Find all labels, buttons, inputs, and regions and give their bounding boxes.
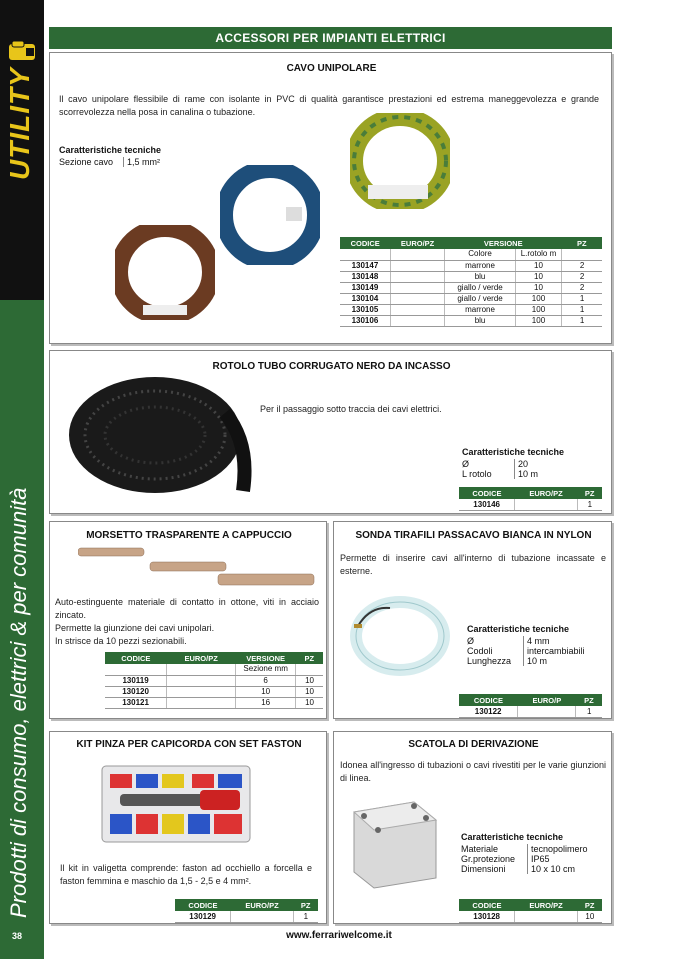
spec-key: Dimensioni <box>461 864 506 874</box>
col-header: EURO/PZ <box>515 899 577 911</box>
sonda-section <box>333 521 612 719</box>
table-row: 130148 blu 10 2 <box>340 271 602 282</box>
spec-value: 10 x 10 cm <box>527 864 575 874</box>
table-row: 130119 6 10 <box>105 675 323 686</box>
spec-value: 4 mm <box>523 636 550 646</box>
spec-key: Ø <box>467 636 475 646</box>
col-header: EURO/PZ <box>231 899 293 911</box>
sonda-description: Permette di inserire cavi all'interno di tubazione incassate e esterne. <box>340 553 606 576</box>
category-label: Prodotti di consumo, elettrici & per comunità <box>6 487 31 918</box>
spec-value: 10 m <box>514 469 538 479</box>
helmet-logo-icon <box>8 40 38 62</box>
table-row: 130128 10 <box>459 911 602 922</box>
cable-pulling-probe-image <box>350 596 450 676</box>
cavo-title: CAVO UNIPOLARE <box>286 63 377 74</box>
scatola-title: SCATOLA DI DERIVAZIONE <box>408 739 539 750</box>
col-header: CODICE <box>459 487 515 499</box>
page-number: 38 <box>12 931 23 941</box>
spec-value: 10 m <box>523 656 547 666</box>
spec-key: Materiale <box>461 844 499 854</box>
kit-table <box>175 899 318 923</box>
tubo-description: Per il passaggio sotto traccia dei cavi elettrici. <box>260 404 442 414</box>
col-header: EURO/P <box>518 694 576 706</box>
cavo-specs <box>59 145 161 167</box>
morsetto-description: Auto-estinguente materiale di contatto in ottone, viti in acciaio zincato. Permette la giunzione dei cavi unipolari. In strisce da 10 pezzi sezionabili. <box>55 597 319 646</box>
col-header: PZ <box>577 899 602 911</box>
scatola-description: Idonea all'ingresso di tubazioni o cavi rivestiti per le varie giunzioni di linea. <box>340 760 606 783</box>
col-header: EURO/PZ <box>390 237 444 249</box>
morsetto-title: MORSETTO TRASPARENTE A CAPPUCCIO <box>86 530 292 541</box>
morsetto-table <box>105 652 323 709</box>
sub-header: L.rotolo m <box>515 249 561 260</box>
col-header: PZ <box>293 899 318 911</box>
col-header: EURO/PZ <box>515 487 577 499</box>
spec-value: intercambiabili <box>523 646 585 656</box>
sonda-specs <box>467 624 585 666</box>
scatola-spec-title: Caratteristiche tecniche <box>461 832 564 842</box>
col-header: VERSIONE <box>236 652 296 664</box>
cavo-spec-title: Caratteristiche tecniche <box>59 145 162 155</box>
col-header: PZ <box>562 237 602 249</box>
cable-blue-image <box>220 165 320 265</box>
col-header: PZ <box>577 487 602 499</box>
spec-key: Gr.protezione <box>461 854 516 864</box>
table-row: 130129 1 <box>175 911 318 922</box>
section-label: UTILITY <box>4 67 35 180</box>
footer-url[interactable]: www.ferrariwelcome.it <box>286 930 392 941</box>
sub-header: Sezione mm <box>236 664 296 675</box>
table-row: 130147 marrone 10 2 <box>340 260 602 271</box>
col-header: EURO/PZ <box>167 652 236 664</box>
cavo-description: Il cavo unipolare flessibile di rame con isolante in PVC di qualità garantisce prestazioni ed estrema maneggevolezza e grande scorrevolezza nella posa in canalina o tubazione. <box>59 94 599 117</box>
cable-yellow-green-image <box>350 113 450 209</box>
col-header: CODICE <box>459 899 515 911</box>
spec-key: Ø <box>462 459 470 469</box>
scatola-specs <box>461 832 588 874</box>
spec-value: tecnopolimero <box>527 844 588 854</box>
cavo-section <box>49 52 612 344</box>
sonda-table <box>459 694 602 718</box>
sonda-title: SONDA TIRAFILI PASSACAVO BIANCA IN NYLON <box>355 530 592 541</box>
tubo-specs <box>462 447 564 479</box>
morsetto-section <box>49 521 327 719</box>
table-row: 130105 marrone 100 1 <box>340 304 602 315</box>
sonda-spec-title: Caratteristiche tecniche <box>467 624 570 634</box>
col-header: CODICE <box>175 899 231 911</box>
col-header: CODICE <box>459 694 518 706</box>
table-row: 130122 1 <box>459 706 602 717</box>
spec-value: 20 <box>514 459 528 469</box>
cavo-spec-key: Sezione cavo <box>59 157 114 167</box>
terminal-strip-image <box>78 546 318 588</box>
col-header: CODICE <box>105 652 167 664</box>
table-row: 130104 giallo / verde 100 1 <box>340 293 602 304</box>
col-header: VERSIONE <box>445 237 562 249</box>
tubo-title: ROTOLO TUBO CORRUGATO NERO DA INCASSO <box>212 361 451 372</box>
table-row: 130146 1 <box>459 499 602 510</box>
scatola-table <box>459 899 602 923</box>
cable-brown-image <box>115 225 215 320</box>
kit-section <box>49 731 327 924</box>
cavo-table <box>340 237 602 327</box>
table-row: 130120 10 10 <box>105 686 323 697</box>
spec-key: L rotolo <box>462 469 492 479</box>
tubo-spec-title: Caratteristiche tecniche <box>462 447 565 457</box>
spec-key: Codoli <box>467 646 493 656</box>
tubo-section <box>49 350 612 514</box>
table-row: 130106 blu 100 1 <box>340 315 602 326</box>
table-row: 130149 giallo / verde 10 2 <box>340 282 602 293</box>
scatola-section <box>333 731 612 924</box>
col-header: PZ <box>296 652 323 664</box>
spec-value: IP65 <box>527 854 550 864</box>
page-title: ACCESSORI PER IMPIANTI ELETTRICI <box>49 27 612 49</box>
col-header: PZ <box>576 694 602 706</box>
spec-key: Lunghezza <box>467 656 512 666</box>
tubo-table <box>459 487 602 511</box>
corrugated-tube-image <box>65 373 255 498</box>
cavo-spec-value: 1,5 mm² <box>123 157 160 167</box>
kit-description: Il kit in valigetta comprende: faston ad occhiello a forcella e faston femmina e maschio da 1,5 - 2,5 e 4 mm². <box>60 863 312 886</box>
col-header: CODICE <box>340 237 390 249</box>
sub-header: Colore <box>445 249 516 260</box>
crimping-kit-image <box>100 764 252 844</box>
kit-title: KIT PINZA PER CAPICORDA CON SET FASTON <box>76 739 302 750</box>
table-row: 130121 16 10 <box>105 697 323 708</box>
junction-box-image <box>344 792 444 892</box>
